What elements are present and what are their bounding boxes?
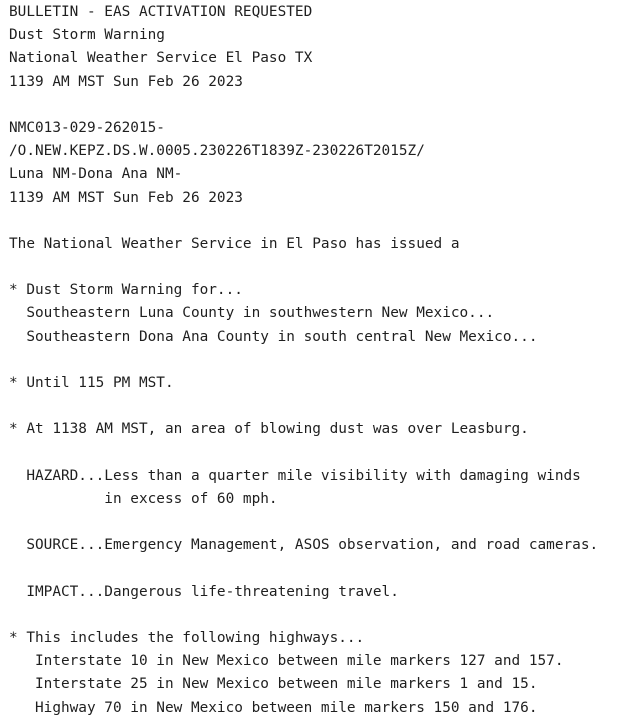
ugc-code: NMC013-029-262015- — [9, 119, 165, 136]
intro-sentence: The National Weather Service in El Paso has issued a — [9, 235, 460, 252]
highway-70: Highway 70 in New Mexico between mile markers 150 and 176. — [9, 699, 538, 716]
source-line: SOURCE...Emergency Management, ASOS observation, and road cameras. — [9, 537, 599, 554]
blank-line — [9, 511, 637, 534]
warning-for-heading: * Dust Storm Warning for... — [9, 282, 243, 299]
hazard-line: HAZARD...Less than a quarter mile visibility with damaging winds — [9, 467, 581, 484]
blank-line — [9, 442, 637, 465]
highway-i10: Interstate 10 in New Mexico between mile markers 127 and 157. — [9, 653, 564, 670]
impact-line: IMPACT...Dangerous life-threatening travel. — [9, 583, 399, 600]
warning-type: Dust Storm Warning — [9, 27, 165, 44]
until-time: * Until 115 PM MST. — [9, 375, 174, 391]
area-dona-ana: Southeastern Dona Ana County in south central New Mexico... — [9, 328, 538, 345]
issuing-office: National Weather Service El Paso TX — [9, 50, 313, 67]
highway-i25: Interstate 25 in New Mexico between mile markers 1 and 15. — [9, 676, 538, 693]
blank-line — [9, 604, 637, 627]
blank-line — [9, 558, 637, 581]
issue-time: 1139 AM MST Sun Feb 26 2023 — [9, 73, 243, 90]
zone-names: Luna NM-Dona Ana NM- — [9, 166, 183, 183]
zone-issue-time: 1139 AM MST Sun Feb 26 2023 — [9, 189, 243, 206]
blank-line — [9, 94, 637, 117]
blank-line — [9, 395, 637, 418]
bulletin-header: BULLETIN - EAS ACTIVATION REQUESTED — [9, 4, 313, 20]
blank-line — [9, 256, 637, 279]
hazard-continuation: in excess of 60 mph. — [9, 490, 278, 507]
highways-heading: * This includes the following highways... — [9, 630, 365, 647]
bulletin-text — [9, 1, 637, 720]
vtec-code: /O.NEW.KEPZ.DS.W.0005.230226T1839Z-230226T2015Z/ — [9, 143, 425, 160]
event-location: * At 1138 AM MST, an area of blowing dust was over Leasburg. — [9, 421, 529, 438]
blank-line — [9, 349, 637, 372]
blank-line — [9, 210, 637, 233]
area-luna: Southeastern Luna County in southwestern New Mexico... — [9, 305, 495, 322]
